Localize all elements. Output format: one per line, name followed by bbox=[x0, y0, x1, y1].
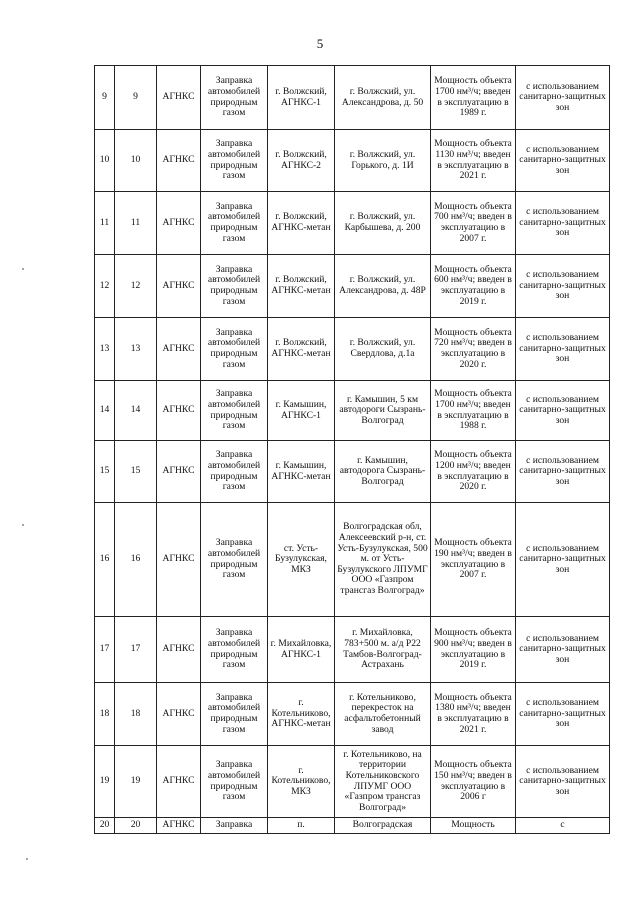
object-type-cell: АГНКС bbox=[157, 318, 201, 381]
capacity-cell: Мощность bbox=[431, 818, 516, 834]
purpose-cell: Заправка автомобилей природным газом bbox=[201, 683, 268, 746]
table-row bbox=[95, 318, 610, 381]
capacity-cell: Мощность объекта 600 нм³/ч; введен в эксплуатацию в 2019 г. bbox=[431, 255, 516, 318]
capacity-cell: Мощность объекта 1700 нм³/ч; введен в эксплуатацию в 1989 г. bbox=[431, 66, 516, 130]
capacity-cell: Мощность объекта 190 нм³/ч; введен в эксплуатацию в 2007 г. bbox=[431, 503, 516, 617]
object-name-cell: ст. Усть-Бузулукская, МКЗ bbox=[268, 503, 335, 617]
restriction-cell: с использованием санитарно-защитных зон bbox=[516, 255, 610, 318]
object-id-cell: 11 bbox=[115, 192, 157, 255]
object-type-cell: АГНКС bbox=[157, 683, 201, 746]
purpose-cell: Заправка bbox=[201, 818, 268, 834]
object-id-cell: 12 bbox=[115, 255, 157, 318]
table-row bbox=[95, 255, 610, 318]
row-number-cell: 13 bbox=[95, 318, 115, 381]
restriction-cell: с использованием санитарно-защитных зон bbox=[516, 441, 610, 503]
restriction-cell: с использованием санитарно-защитных зон bbox=[516, 318, 610, 381]
scan-speck bbox=[22, 268, 24, 270]
address-cell: Волгоградская обл, Алексеевский р-н, ст. Усть-Бузулукская, 500 м. от Усть-Бузулукского ЛПУМГ ООО «Газпром трансгаз Волгоград» bbox=[335, 503, 431, 617]
address-cell: г. Камышин, автодорога Сызрань-Волгоград bbox=[335, 441, 431, 503]
object-name-cell: г. Камышин, АГНКС-1 bbox=[268, 381, 335, 441]
purpose-cell: Заправка автомобилей природным газом bbox=[201, 503, 268, 617]
restriction-cell: с использованием санитарно-защитных зон bbox=[516, 503, 610, 617]
object-name-cell: г. Котельниково, МКЗ bbox=[268, 746, 335, 818]
row-number-cell: 16 bbox=[95, 503, 115, 617]
table-row bbox=[95, 683, 610, 746]
restriction-cell: с использованием санитарно-защитных зон bbox=[516, 130, 610, 192]
row-number-cell: 11 bbox=[95, 192, 115, 255]
address-cell: г. Котельниково, перекресток на асфальтобетонный завод bbox=[335, 683, 431, 746]
purpose-cell: Заправка автомобилей природным газом bbox=[201, 318, 268, 381]
table-row bbox=[95, 381, 610, 441]
address-cell: г. Котельниково, на территории Котельниковского ЛПУМГ ООО «Газпром трансгаз Волгоград» bbox=[335, 746, 431, 818]
table-row bbox=[95, 617, 610, 683]
restriction-cell: с использованием санитарно-защитных зон bbox=[516, 66, 610, 130]
table-row bbox=[95, 66, 610, 130]
object-name-cell: г. Волжский, АГНКС-метан bbox=[268, 255, 335, 318]
purpose-cell: Заправка автомобилей природным газом bbox=[201, 746, 268, 818]
table-row bbox=[95, 130, 610, 192]
object-id-cell: 19 bbox=[115, 746, 157, 818]
row-number-cell: 14 bbox=[95, 381, 115, 441]
gas-station-registry-table bbox=[94, 65, 610, 834]
capacity-cell: Мощность объекта 1700 нм³/ч; введен в эксплуатацию в 1988 г. bbox=[431, 381, 516, 441]
table-row bbox=[95, 503, 610, 617]
address-cell: г. Волжский, ул. Карбышева, д. 200 bbox=[335, 192, 431, 255]
address-cell: г. Михайловка, 783+500 м. а/д Р22 Тамбов-Волгоград-Астрахань bbox=[335, 617, 431, 683]
purpose-cell: Заправка автомобилей природным газом bbox=[201, 617, 268, 683]
object-type-cell: АГНКС bbox=[157, 746, 201, 818]
object-id-cell: 17 bbox=[115, 617, 157, 683]
object-type-cell: АГНКС bbox=[157, 192, 201, 255]
object-name-cell: г. Котельниково, АГНКС-метан bbox=[268, 683, 335, 746]
capacity-cell: Мощность объекта 1380 нм³/ч; введен в эксплуатацию в 2021 г. bbox=[431, 683, 516, 746]
scan-speck bbox=[22, 524, 24, 526]
purpose-cell: Заправка автомобилей природным газом bbox=[201, 441, 268, 503]
object-name-cell: г. Михайловка, АГНКС-1 bbox=[268, 617, 335, 683]
object-id-cell: 9 bbox=[115, 66, 157, 130]
object-name-cell: п. bbox=[268, 818, 335, 834]
table-row bbox=[95, 746, 610, 818]
object-type-cell: АГНКС bbox=[157, 381, 201, 441]
address-cell: г. Волжский, ул. Александрова, д. 48Р bbox=[335, 255, 431, 318]
object-type-cell: АГНКС bbox=[157, 818, 201, 834]
purpose-cell: Заправка автомобилей природным газом bbox=[201, 66, 268, 130]
row-number-cell: 18 bbox=[95, 683, 115, 746]
object-name-cell: г. Волжский, АГНКС-метан bbox=[268, 318, 335, 381]
purpose-cell: Заправка автомобилей природным газом bbox=[201, 381, 268, 441]
address-cell: г. Волжский, ул. Александрова, д. 50 bbox=[335, 66, 431, 130]
object-name-cell: г. Волжский, АГНКС-1 bbox=[268, 66, 335, 130]
object-type-cell: АГНКС bbox=[157, 503, 201, 617]
restriction-cell: с использованием санитарно-защитных зон bbox=[516, 381, 610, 441]
table-row bbox=[95, 192, 610, 255]
object-type-cell: АГНКС bbox=[157, 255, 201, 318]
address-cell: г. Волжский, ул. Свердлова, д.1а bbox=[335, 318, 431, 381]
address-cell: г. Камышин, 5 км автодороги Сызрань-Волгоград bbox=[335, 381, 431, 441]
restriction-cell: с bbox=[516, 818, 610, 834]
object-type-cell: АГНКС bbox=[157, 441, 201, 503]
address-cell: г. Волжский, ул. Горького, д. 1И bbox=[335, 130, 431, 192]
capacity-cell: Мощность объекта 150 нм³/ч; введен в эксплуатацию в 2006 г bbox=[431, 746, 516, 818]
purpose-cell: Заправка автомобилей природным газом bbox=[201, 255, 268, 318]
row-number-cell: 15 bbox=[95, 441, 115, 503]
table-row bbox=[95, 818, 610, 834]
restriction-cell: с использованием санитарно-защитных зон bbox=[516, 683, 610, 746]
page-number: 5 bbox=[316, 36, 324, 51]
row-number-cell: 12 bbox=[95, 255, 115, 318]
restriction-cell: с использованием санитарно-защитных зон bbox=[516, 746, 610, 818]
object-id-cell: 18 bbox=[115, 683, 157, 746]
object-id-cell: 16 bbox=[115, 503, 157, 617]
object-name-cell: г. Волжский, АГНКС-2 bbox=[268, 130, 335, 192]
capacity-cell: Мощность объекта 900 нм³/ч; введен в эксплуатацию в 2019 г. bbox=[431, 617, 516, 683]
capacity-cell: Мощность объекта 1130 нм³/ч; введен в эксплуатацию в 2021 г. bbox=[431, 130, 516, 192]
restriction-cell: с использованием санитарно-защитных зон bbox=[516, 192, 610, 255]
scan-speck bbox=[26, 858, 28, 860]
object-type-cell: АГНКС bbox=[157, 617, 201, 683]
object-id-cell: 14 bbox=[115, 381, 157, 441]
row-number-cell: 9 bbox=[95, 66, 115, 130]
object-id-cell: 15 bbox=[115, 441, 157, 503]
object-type-cell: АГНКС bbox=[157, 130, 201, 192]
capacity-cell: Мощность объекта 1200 нм³/ч; введен в эксплуатацию в 2020 г. bbox=[431, 441, 516, 503]
purpose-cell: Заправка автомобилей природным газом bbox=[201, 130, 268, 192]
object-id-cell: 13 bbox=[115, 318, 157, 381]
table-row bbox=[95, 441, 610, 503]
purpose-cell: Заправка автомобилей природным газом bbox=[201, 192, 268, 255]
row-number-cell: 10 bbox=[95, 130, 115, 192]
restriction-cell: с использованием санитарно-защитных зон bbox=[516, 617, 610, 683]
table-body bbox=[95, 66, 610, 834]
object-id-cell: 20 bbox=[115, 818, 157, 834]
object-name-cell: г. Волжский, АГНКС-метан bbox=[268, 192, 335, 255]
row-number-cell: 20 bbox=[95, 818, 115, 834]
object-type-cell: АГНКС bbox=[157, 66, 201, 130]
capacity-cell: Мощность объекта 700 нм³/ч; введен в эксплуатацию в 2007 г. bbox=[431, 192, 516, 255]
object-name-cell: г. Камышин, АГНКС-метан bbox=[268, 441, 335, 503]
address-cell: Волгоградская bbox=[335, 818, 431, 834]
object-id-cell: 10 bbox=[115, 130, 157, 192]
capacity-cell: Мощность объекта 720 нм³/ч; введен в эксплуатацию в 2020 г. bbox=[431, 318, 516, 381]
row-number-cell: 19 bbox=[95, 746, 115, 818]
row-number-cell: 17 bbox=[95, 617, 115, 683]
